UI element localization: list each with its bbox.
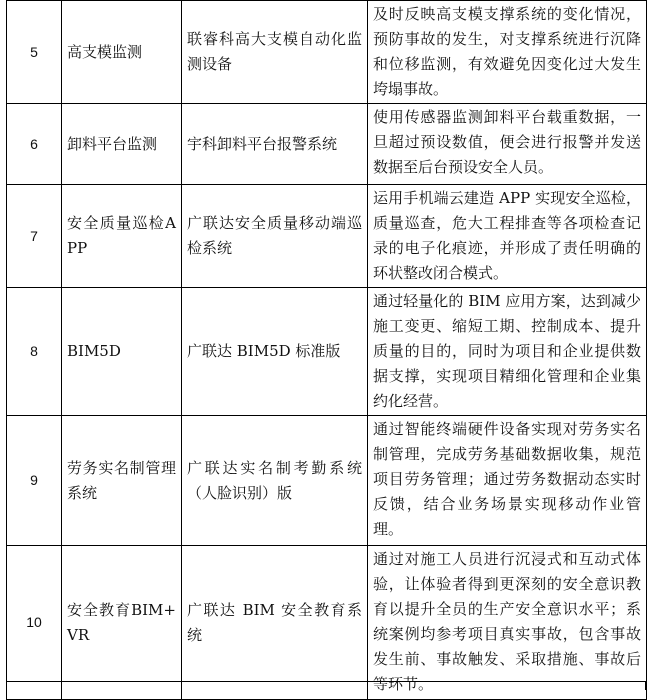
system-name: 广联达 BIM5D 标准版 [182,288,368,416]
column-divider [61,682,62,690]
system-name: 联睿科高大支模自动化监测设备 [182,1,368,104]
equipment-table [6,0,647,700]
item-name: 高支模监测 [62,1,182,104]
column-divider [6,682,7,690]
table-row [7,288,647,416]
table-row [7,185,647,288]
item-description: 通过智能终端硬件设备实现对劳务实名制管理，完成劳务基础数据收集，规范项目劳务管理；通过劳务数据动态实时反馈，结合业务场景实现移动作业管理。 [368,416,647,546]
row-number: 6 [7,104,62,185]
row-number: 5 [7,1,62,104]
system-name: 广联达 BIM 安全教育系统 [182,546,368,700]
column-divider [181,682,182,690]
table-row [7,416,647,546]
row-number: 7 [7,185,62,288]
item-name: 劳务实名制管理系统 [62,416,182,546]
item-name: BIM5D [62,288,182,416]
next-row-stub [6,681,646,690]
system-name: 宇科卸料平台报警系统 [182,104,368,185]
system-name: 广联达实名制考勤系统（人脸识别）版 [182,416,368,546]
column-divider [367,682,368,690]
table-row [7,546,647,700]
system-name: 广联达安全质量移动端巡检系统 [182,185,368,288]
row-number: 9 [7,416,62,546]
equipment-table-wrapper [6,0,646,700]
table-row [7,104,647,185]
item-name: 安全教育BIM+VR [62,546,182,700]
item-description: 通过轻量化的 BIM 应用方案，达到减少施工变更、缩短工期、控制成本、提升质量的目的，同时为项目和企业提供数据支撑，实现项目精细化管理和企业集约化经营。 [368,288,647,416]
item-name: 安全质量巡检APP [62,185,182,288]
item-name: 卸料平台监测 [62,104,182,185]
item-description: 运用手机端云建造 APP 实现安全巡检，质量巡查，危大工程排查等各项检查记录的电子化痕迹，并形成了责任明确的环状整改闭合模式。 [368,185,647,288]
row-number: 10 [7,546,62,700]
item-description: 及时反映高支模支撑系统的变化情况，预防事故的发生，对支撑系统进行沉降和位移监测，有效避免因变化过大发生垮塌事故。 [368,1,647,104]
item-description: 使用传感器监测卸料平台载重数据，一旦超过预设数值，便会进行报警并发送数据至后台预设安全人员。 [368,104,647,185]
row-number: 8 [7,288,62,416]
table-row [7,1,647,104]
item-description: 通过对施工人员进行沉浸式和互动式体验，让体验者得到更深刻的安全意识教育以提升全员的生产安全意识水平；系统案例均参考项目真实事故，包含事故发生前、事故触发、采取措施、事故后等环节。 [368,546,647,700]
column-divider [645,682,646,690]
